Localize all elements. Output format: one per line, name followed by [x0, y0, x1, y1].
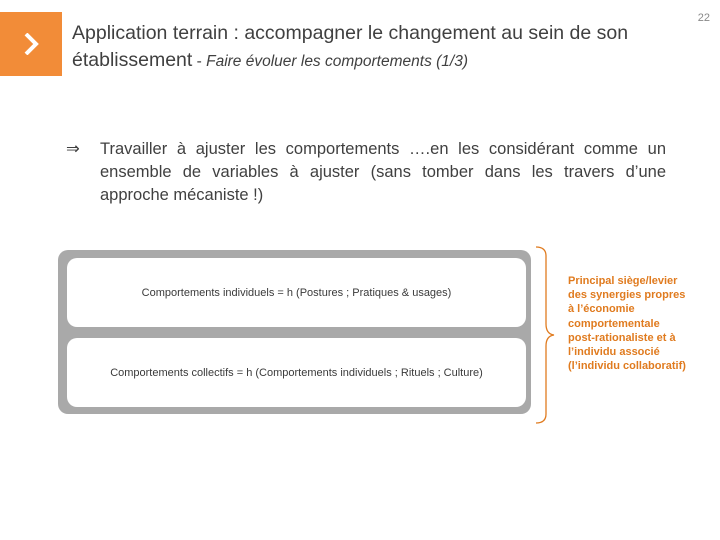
collective-behaviors-card	[67, 338, 526, 407]
chevron-right-icon	[23, 33, 39, 55]
card-text: Comportements collectifs = h (Comportements individuels ; Rituels ; Culture)	[110, 366, 483, 379]
right-brace-icon	[534, 246, 556, 424]
title-main: Application terrain : accompagner le changement au sein de son établissement	[72, 22, 629, 71]
bullet-text: Travailler à ajuster les comportements ….en les considérant comme un ensemble de variables à ajuster (sans tomber dans les travers d’une approche mécaniste !)	[100, 140, 666, 204]
bullet-point	[66, 138, 666, 207]
lever-note: Principal siège/levier des synergies propres à l’économie comportementale post-rationaliste et à l’individu associé (l’individu collaboratif)	[568, 275, 686, 373]
page-number: 22	[697, 12, 710, 24]
individual-behaviors-card	[67, 258, 526, 327]
slide-title	[72, 20, 672, 75]
card-text: Comportements individuels = h (Postures ; Pratiques & usages)	[141, 286, 452, 299]
implies-arrow-icon: ⇒	[66, 140, 80, 158]
title-separator: -	[192, 53, 207, 70]
section-marker	[0, 12, 62, 76]
title-subtitle: Faire évoluer les comportements (1/3)	[206, 53, 468, 70]
